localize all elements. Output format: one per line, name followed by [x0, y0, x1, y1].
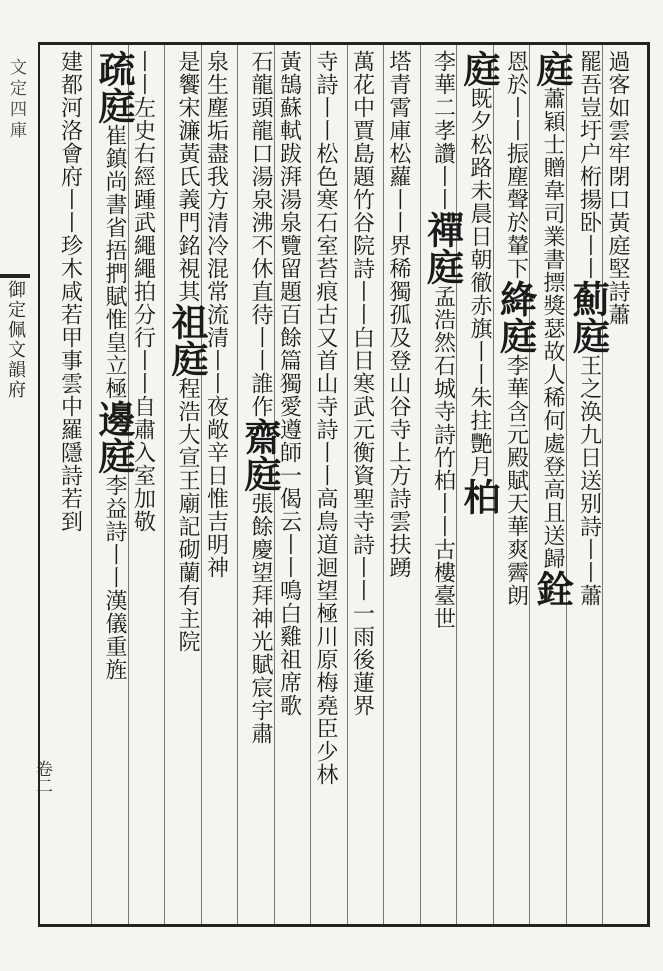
- headword: 庭: [530, 50, 574, 87]
- text-segment: 珍木咸若: [57, 234, 83, 326]
- text-segment: 李華二孝讚: [430, 50, 456, 165]
- text-segment: 丨丨: [276, 533, 302, 579]
- text-segment: 孟浩然石城寺詩竹柏: [430, 285, 456, 492]
- text-segment: 程浩大宣王廟記砌蘭有主院: [175, 377, 200, 653]
- text-segment: 丨丨: [248, 326, 273, 372]
- column-rule: [164, 45, 165, 924]
- text-segment: 既夕松路未晨: [467, 87, 492, 225]
- text-segment: 丨丨: [57, 188, 83, 234]
- text-segment: 丨丨: [467, 340, 492, 386]
- text-segment: 瑟故人稀何處登高且送歸: [540, 317, 565, 570]
- text-segment: 寺詩: [313, 50, 338, 96]
- text-segment: 丨丨: [313, 96, 338, 142]
- text-segment: 丨丨: [313, 441, 338, 487]
- text-column: [387, 50, 409, 579]
- headword: 禪庭: [420, 211, 465, 285]
- headword: 銓: [530, 570, 574, 607]
- text-segment: 蕭: [576, 584, 602, 607]
- text-segment: 左史右經踵武繩繩: [130, 96, 156, 280]
- frame-bottom-rule: [38, 924, 650, 927]
- text-segment: 丨丨: [430, 165, 456, 211]
- text-segment: 丨丨: [130, 50, 156, 96]
- headword: 柏: [457, 478, 501, 515]
- text-segment: 漢儀重旌: [102, 589, 127, 681]
- column-rule: [310, 45, 311, 924]
- text-segment: 丨丨: [503, 96, 529, 142]
- margin-fragment: 文定四庫: [6, 58, 26, 142]
- frame-right-rule: [647, 42, 650, 927]
- text-column: [59, 50, 81, 533]
- headword: 庭: [457, 50, 501, 87]
- headword: 齋庭: [238, 418, 282, 492]
- text-segment: 王之涣九日送别詩: [576, 354, 602, 538]
- text-segment: 界稀獨孤及登山谷寺上方詩雲扶踴: [386, 234, 411, 579]
- text-column: [493, 50, 538, 607]
- text-segment: 白日寒武元衡資聖寺詩: [349, 326, 375, 556]
- text-segment: 丨丨: [349, 556, 375, 602]
- text-segment: 丨丨: [576, 234, 602, 280]
- text-column: [314, 50, 336, 786]
- text-segment: 泉生塵垢盡我方清冷混常流: [203, 50, 229, 326]
- text-segment: 建都河洛會府: [57, 50, 83, 188]
- text-segment: 崔鎮尚書省捂捫賦惟皇立極: [102, 124, 127, 400]
- text-column: [351, 50, 373, 717]
- text-segment: 松色寒石室苔痕古又首山寺詩: [313, 142, 338, 441]
- text-segment: 萬花中賈島題竹谷院詩: [349, 50, 375, 280]
- text-segment: 蕭穎士贈韋司業書摽獎: [540, 87, 565, 317]
- headword: 薊庭: [566, 280, 611, 354]
- text-segment: 石龍頭龍口湯泉沸不休直待: [248, 50, 273, 326]
- headword: 祖庭: [165, 303, 209, 377]
- text-segment: 李益詩: [102, 474, 127, 543]
- text-segment: 李華含元殿賦天華爽霽朗: [503, 354, 529, 607]
- text-segment: 張餘慶望拜神光賦宸宇肅: [248, 492, 273, 745]
- text-segment: 罷吾豈圩户桁揚卧: [576, 50, 602, 234]
- text-segment: 鳴白雞祖席歌: [276, 579, 302, 717]
- column-rule: [347, 45, 348, 924]
- text-segment: 振塵聲於輦下: [503, 142, 529, 280]
- book-title: 御定佩文韻府: [5, 280, 26, 400]
- text-segment: 夜敞辛日惟吉明神: [203, 395, 229, 579]
- column-rule: [237, 45, 238, 924]
- text-segment: 日朝徹赤旗: [467, 225, 492, 340]
- text-segment: 清: [203, 326, 229, 349]
- text-segment: 高鳥道迴望極川原梅堯臣少林: [313, 487, 338, 786]
- text-column: [566, 50, 611, 607]
- text-column: [278, 50, 300, 717]
- text-segment: 朱拄艷月: [467, 386, 492, 478]
- frame-left-rule: [38, 42, 40, 927]
- text-segment: 塔青霄庫松蘿: [386, 50, 411, 188]
- text-column: [92, 50, 136, 681]
- page-number: 卷二: [32, 760, 52, 794]
- text-segment: 丨丨: [430, 492, 456, 538]
- text-column: [238, 50, 282, 745]
- text-segment: 拍分行: [130, 280, 156, 349]
- text-segment: 是饗宋濂黃氏義門銘視其: [175, 50, 200, 303]
- text-column: [530, 50, 574, 607]
- text-segment: 甲事雲中羅隱詩若到: [57, 326, 83, 533]
- text-column: [165, 50, 209, 653]
- text-segment: 自肅入室加敬: [130, 395, 156, 533]
- headword: 絳庭: [493, 280, 538, 354]
- text-segment: 丨丨: [203, 349, 229, 395]
- text-column: [457, 50, 501, 515]
- text-column: [420, 50, 465, 630]
- text-segment: 丨丨: [386, 188, 411, 234]
- column-rule: [420, 45, 421, 924]
- text-segment: 黃鵠蘇軾跋湃湯泉覽留題百餘篇獨愛遵師一偈云: [276, 50, 302, 533]
- text-segment: 誰作: [248, 372, 273, 418]
- text-segment: 過客如雲牢閉口黃庭堅詩: [605, 50, 630, 303]
- text-segment: 丨丨: [349, 280, 375, 326]
- text-segment: 古樓臺世: [430, 538, 456, 630]
- text-segment: 蕭: [605, 303, 630, 326]
- margin-divider: [0, 274, 30, 278]
- headword: 邊庭: [92, 400, 136, 474]
- text-segment: 丨丨: [130, 349, 156, 395]
- text-segment: 丨丨: [102, 543, 127, 589]
- headword: 疏庭: [92, 50, 136, 124]
- text-segment: 丨丨: [576, 538, 602, 584]
- text-segment: 一雨後蓮界: [349, 602, 375, 717]
- column-rule: [91, 45, 92, 924]
- column-rule: [383, 45, 384, 924]
- text-segment: 恩於: [503, 50, 529, 96]
- frame-top-rule: [38, 42, 650, 45]
